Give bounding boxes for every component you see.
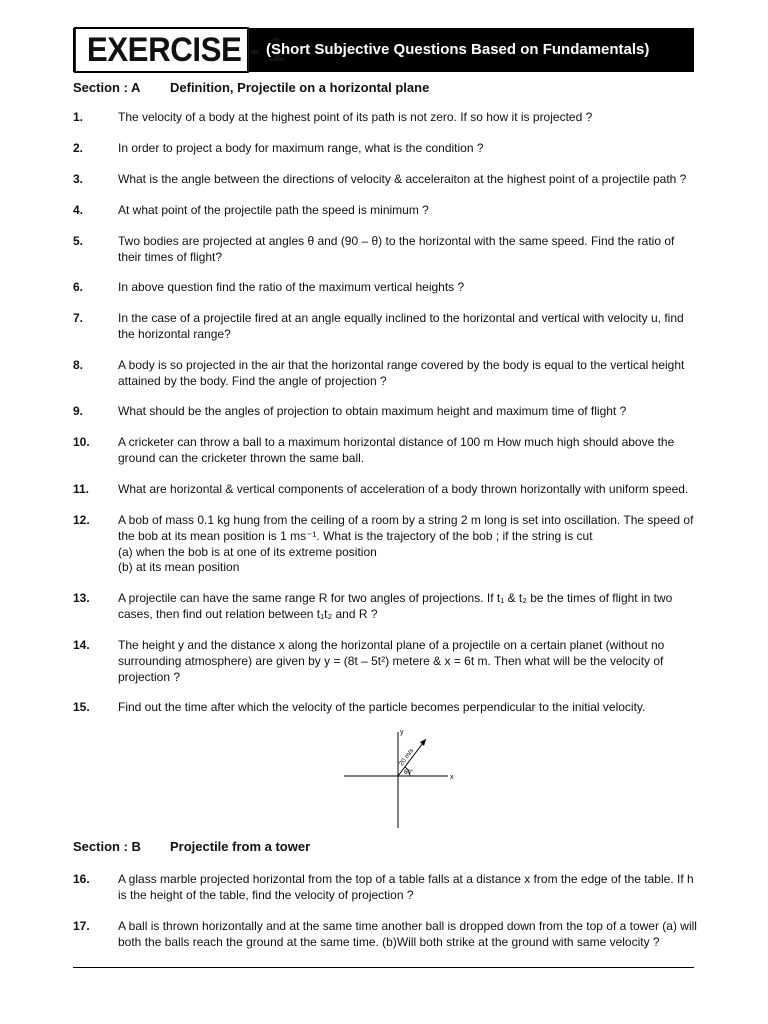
- section-b-label: Section : B: [73, 839, 141, 854]
- angle-label: 60°: [404, 770, 414, 776]
- question-10: 10. A cricketer can throw a ball to a maximum horizontal distance of 100 m How much high should above the ground can the cricketer thrown the same ball.: [73, 435, 675, 465]
- question-14: 14. The height y and the distance x along the horizontal plane of a projectile on a certain planet (without no surrounding atmosphere) are given by y = (8t – 5t²) metere & x = 6t m. Then what will be the velocity of projection ?: [73, 638, 665, 684]
- exercise-title: EXERCISE - 1: [74, 27, 249, 73]
- section-a-heading: [73, 80, 429, 95]
- question-17: 17. A ball is thrown horizontally and at the same time another ball is dropped down from the top of a tower (a) will both the balls reach the ground at the same time. (b)Will both strike at the ground with same velocity ?: [73, 919, 697, 949]
- question-11: 11. What are horizontal & vertical components of acceleration of a body thrown horizontally with uniform speed.: [73, 482, 689, 496]
- question-16: 16. A glass marble projected horizontal from the top of a table falls at a distance x from the edge of the table. If h is the height of the table, find the velocity of projection ?: [73, 872, 694, 902]
- question-9: 9. What should be the angles of projection to obtain maximum height and maximum time of flight ?: [73, 404, 627, 418]
- exercise-subtitle: (Short Subjective Questions Based on Fundamentals): [266, 41, 650, 58]
- question-4: 4. At what point of the projectile path the speed is minimum ?: [73, 203, 429, 217]
- question-2: 2. In order to project a body for maximum range, what is the condition ?: [73, 141, 484, 155]
- bottom-divider: [73, 967, 694, 968]
- section-b-title: Projectile from a tower: [170, 839, 311, 854]
- section-a-label: Section : A: [73, 80, 141, 95]
- question-1: 1. The velocity of a body at the highest point of its path is not zero. If so how it is projected ?: [73, 110, 593, 124]
- question-5: 5. Two bodies are projected at angles θ and (90 – θ) to the horizontal with the same speed. Find the ratio of their times of flight?: [73, 234, 675, 264]
- question-12: 12. A bob of mass 0.1 kg hung from the ceiling of a room by a string 2 m long is set into oscillation. The speed of the bob at its mean position is 1 ms⁻¹. What is the trajectory of the bob ; if the string is cut (a) when the bob is at one of its extreme position (b) at its mean position: [73, 513, 694, 575]
- question-3: 3. What is the angle between the directions of velocity & acceleraiton at the highest point of a projectile path ?: [73, 172, 687, 186]
- x-axis-label: x: [450, 774, 454, 781]
- y-axis-label: y: [400, 729, 404, 736]
- projectile-axes-figure: [340, 726, 460, 830]
- velocity-label: 20 m/s: [398, 747, 416, 768]
- question-13: 13. A projectile can have the same range R for two angles of projections. If t₁ & t₂ be the times of flight in two cases, then find out relation between t₁t₂ and R ?: [73, 591, 673, 621]
- question-15: 15. Find out the time after which the velocity of the particle becomes perpendicular to the initial velocity.: [73, 700, 646, 714]
- question-8: 8. A body is so projected in the air that the horizontal range covered by the body is equal to the vertical height attained by the body. Find the angle of projection ?: [73, 358, 685, 388]
- question-6: 6. In above question find the ratio of the maximum vertical heights ?: [73, 280, 465, 294]
- section-b-heading: [73, 839, 310, 854]
- question-7: 7. In the case of a projectile fired at an angle equally inclined to the horizontal and vertical with velocity u, find the horizontal range?: [73, 311, 684, 341]
- section-a-title: Definition, Projectile on a horizontal plane: [170, 80, 430, 95]
